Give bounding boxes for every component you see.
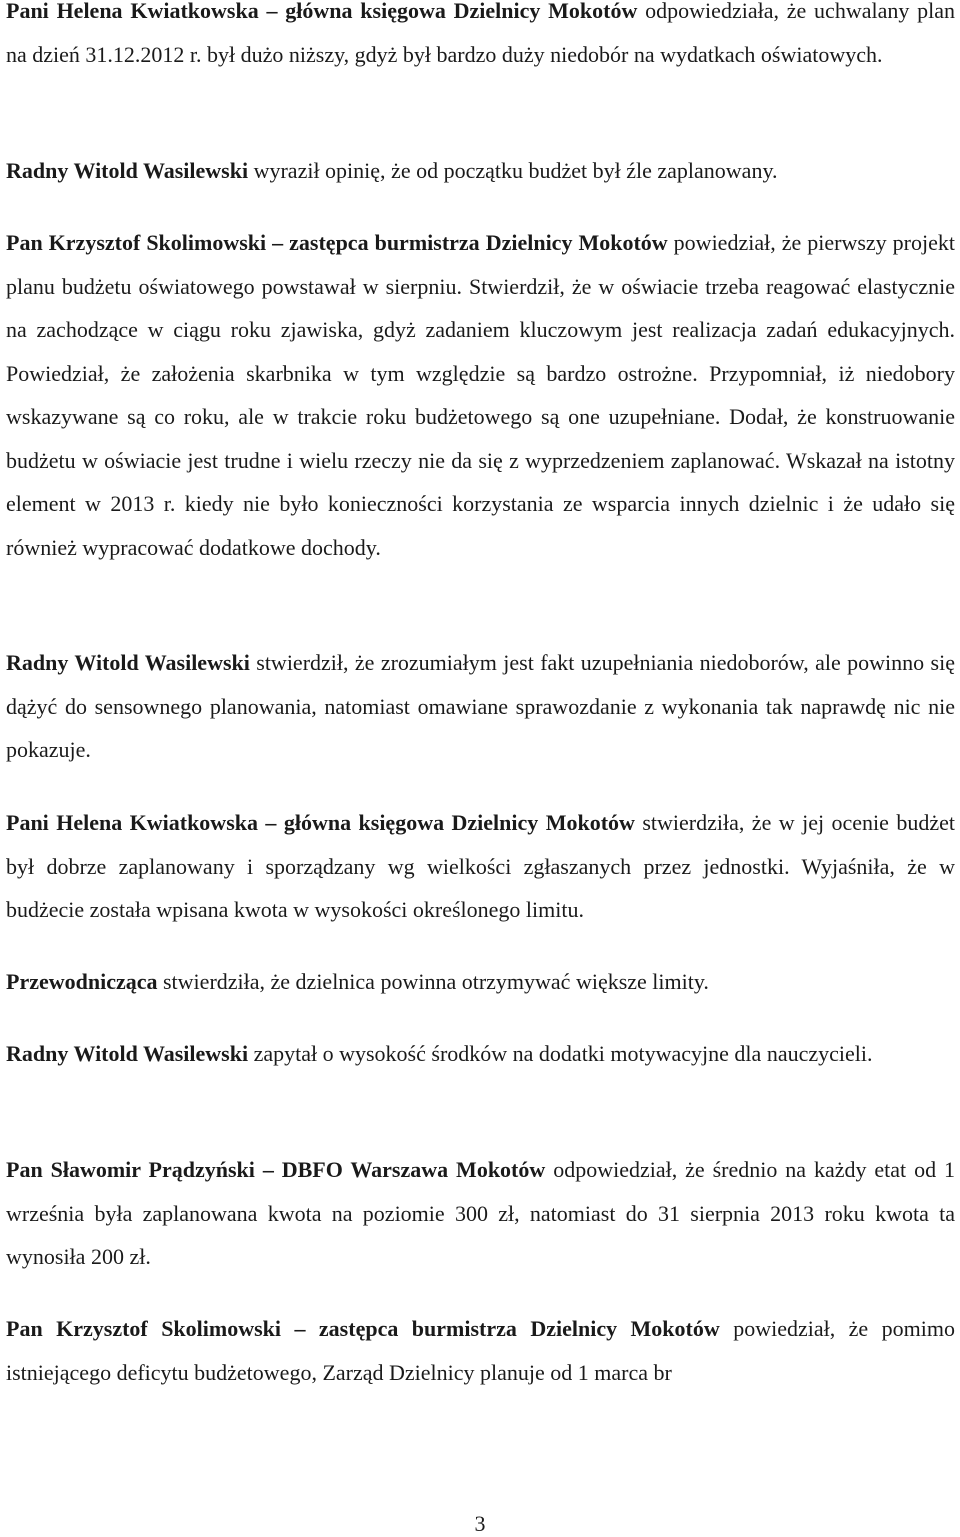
paragraph xyxy=(6,960,955,1004)
paragraph-text: odpowiedziała, że uchwalany plan na dzień 31.12.2012 r. był dużo niższy, gdyż był bardzo duży niedobór na wydatkach oświatowych. xyxy=(6,0,956,67)
speaker-name: Radny Witold Wasilewski xyxy=(6,158,249,183)
speaker-name: Radny Witold Wasilewski xyxy=(6,1041,249,1066)
paragraph xyxy=(6,1148,955,1279)
paragraph xyxy=(6,1307,955,1394)
paragraph xyxy=(6,1032,955,1076)
speaker-name: Pan Krzysztof Skolimowski – zastępca burmistrza Dzielnicy Mokotów xyxy=(6,1316,720,1341)
paragraph xyxy=(6,0,955,76)
speaker-name: Radny Witold Wasilewski xyxy=(6,650,250,675)
paragraph-text: powiedział, że pomimo istniejącego deficytu budżetowego, Zarząd Dzielnicy planuje od 1 marca br xyxy=(6,1316,955,1385)
speaker-name: Przewodnicząca xyxy=(6,969,158,994)
paragraph xyxy=(6,221,955,569)
paragraph xyxy=(6,801,955,932)
paragraph xyxy=(6,149,955,193)
speaker-name: Pan Krzysztof Skolimowski – zastępca burmistrza Dzielnicy Mokotów xyxy=(6,230,668,255)
speaker-name: Pan Sławomir Prądzyński – DBFO Warszawa Mokotów xyxy=(6,1157,546,1182)
paragraph-text: odpowiedział, że średnio na każdy etat od 1 września była zaplanowana kwota na poziomie 300 zł, natomiast do 31 sierpnia 2013 roku kwota ta wynosiła 200 zł. xyxy=(6,1157,955,1269)
paragraph-text: stwierdziła, że dzielnica powinna otrzymywać większe limity. xyxy=(157,969,709,994)
speaker-name: Pani Helena Kwiatkowska – główna księgowa Dzielnicy Mokotów xyxy=(6,810,635,835)
paragraph-text: powiedział, że pierwszy projekt planu budżetu oświatowego powstawał w sierpniu. Stwierdził, że w oświacie trzeba reagować elastycznie na zachodzące w ciągu roku zjawiska, gdyż zadaniem kluczowym jest realizacja zadań edukacyjnych. Powiedział, że założenia skarbnika w tym względzie są bardzo ostrożne. Przypomniał, iż niedobory wskazywane są co roku, ale w trakcie roku budżetowego są one uzupełniane. Dodał, że konstruowanie budżetu w oświacie jest trudne i wielu rzeczy nie da się z wyprzedzeniem zaplanować. Wskazał na istotny element w 2013 r. kiedy nie było konieczności korzystania ze wsparcia innych dzielnic i że udało się również wypracować dodatkowe dochody. xyxy=(6,230,955,560)
paragraph-text: zapytał o wysokość środków na dodatki motywacyjne dla nauczycieli. xyxy=(248,1041,873,1066)
speaker-name: Pani Helena Kwiatkowska – główna księgowa Dzielnicy Mokotów xyxy=(6,0,638,23)
paragraph-text: stwierdziła, że w jej ocenie budżet był dobrze zaplanowany i sporządzany wg wielkości zgłaszanych przez jednostki. Wyjaśniła, że w budżecie została wpisana kwota w wysokości określonego limitu. xyxy=(6,810,955,922)
paragraph xyxy=(6,641,955,772)
paragraph-text: stwierdził, że zrozumiałym jest fakt uzupełniania niedoborów, ale powinno się dążyć do sensownego planowania, natomiast omawiane sprawozdanie z wykonania tak naprawdę nic nie pokazuje. xyxy=(6,650,955,762)
page-number: 3 xyxy=(474,1511,486,1536)
paragraph-text: wyraził opinię, że od początku budżet był źle zaplanowany. xyxy=(248,158,778,183)
